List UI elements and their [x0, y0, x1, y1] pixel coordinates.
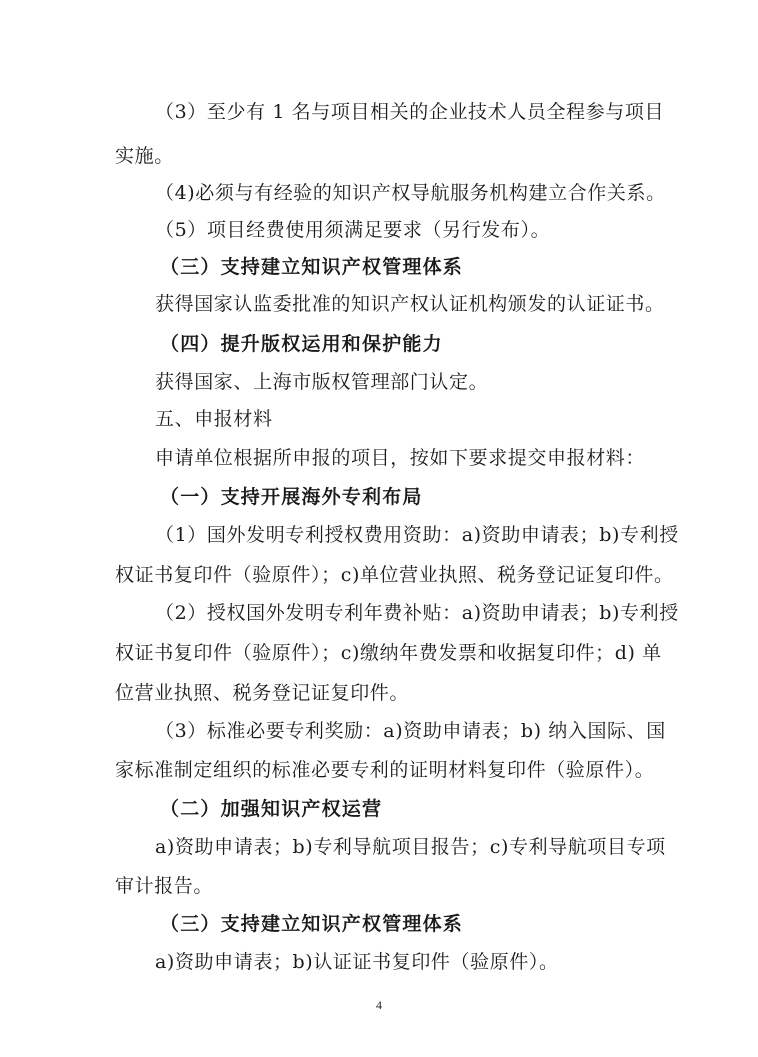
section-heading: （四）提升版权运用和保护能力 — [160, 333, 443, 355]
chapter-heading: 五、申报材料 — [155, 408, 273, 430]
paragraph-line: 审计报告。 — [115, 875, 214, 897]
paragraph-line: a)资助申请表；b)专利导航项目报告；c)专利导航项目专项 — [155, 836, 666, 858]
paragraph-line: 申请单位根据所申报的项目，按如下要求提交申报材料： — [155, 447, 646, 469]
section-heading: （一）支持开展海外专利布局 — [160, 486, 423, 508]
section-heading: （三）支持建立知识产权管理体系 — [160, 913, 464, 935]
paragraph-line: 实施。 — [115, 145, 174, 167]
paragraph-line: （5）项目经费使用须满足要求（另行发布）。 — [155, 219, 551, 241]
paragraph-line: a)资助申请表；b)认证证书复印件（验原件）。 — [155, 951, 559, 973]
paragraph-line: 位营业执照、税务登记证复印件。 — [115, 682, 410, 704]
paragraph-line: 权证书复印件（验原件）；c)单位营业执照、税务登记证复印件。 — [115, 564, 674, 586]
section-heading: （三）支持建立知识产权管理体系 — [160, 256, 464, 278]
section-heading: （二）加强知识产权运营 — [160, 798, 383, 820]
page-number: 4 — [376, 998, 382, 1012]
paragraph-line: 权证书复印件（验原件）；c)缴纳年费发票和收据复印件；d) 单 — [115, 642, 662, 664]
paragraph-line: （2）授权国外发明专利年费补贴：a)资助申请表；b)专利授 — [155, 602, 679, 624]
paragraph-line: （4)必须与有经验的知识产权导航服务机构建立合作关系。 — [155, 182, 666, 204]
paragraph-line: （3）至少有 1 名与项目相关的企业技术人员全程参与项目 — [155, 101, 665, 123]
paragraph-line: 获得国家、上海市版权管理部门认定。 — [155, 371, 489, 393]
paragraph-line: 获得国家认监委批准的知识产权认证机构颁发的认证证书。 — [155, 293, 665, 315]
paragraph-line: （1）国外发明专利授权费用资助：a)资助申请表；b)专利授 — [155, 524, 679, 546]
paragraph-line: （3）标准必要专利奖励：a)资助申请表；b) 纳入国际、国 — [155, 720, 666, 742]
paragraph-line: 家标准制定组织的标准必要专利的证明材料复印件（验原件）。 — [115, 759, 655, 781]
